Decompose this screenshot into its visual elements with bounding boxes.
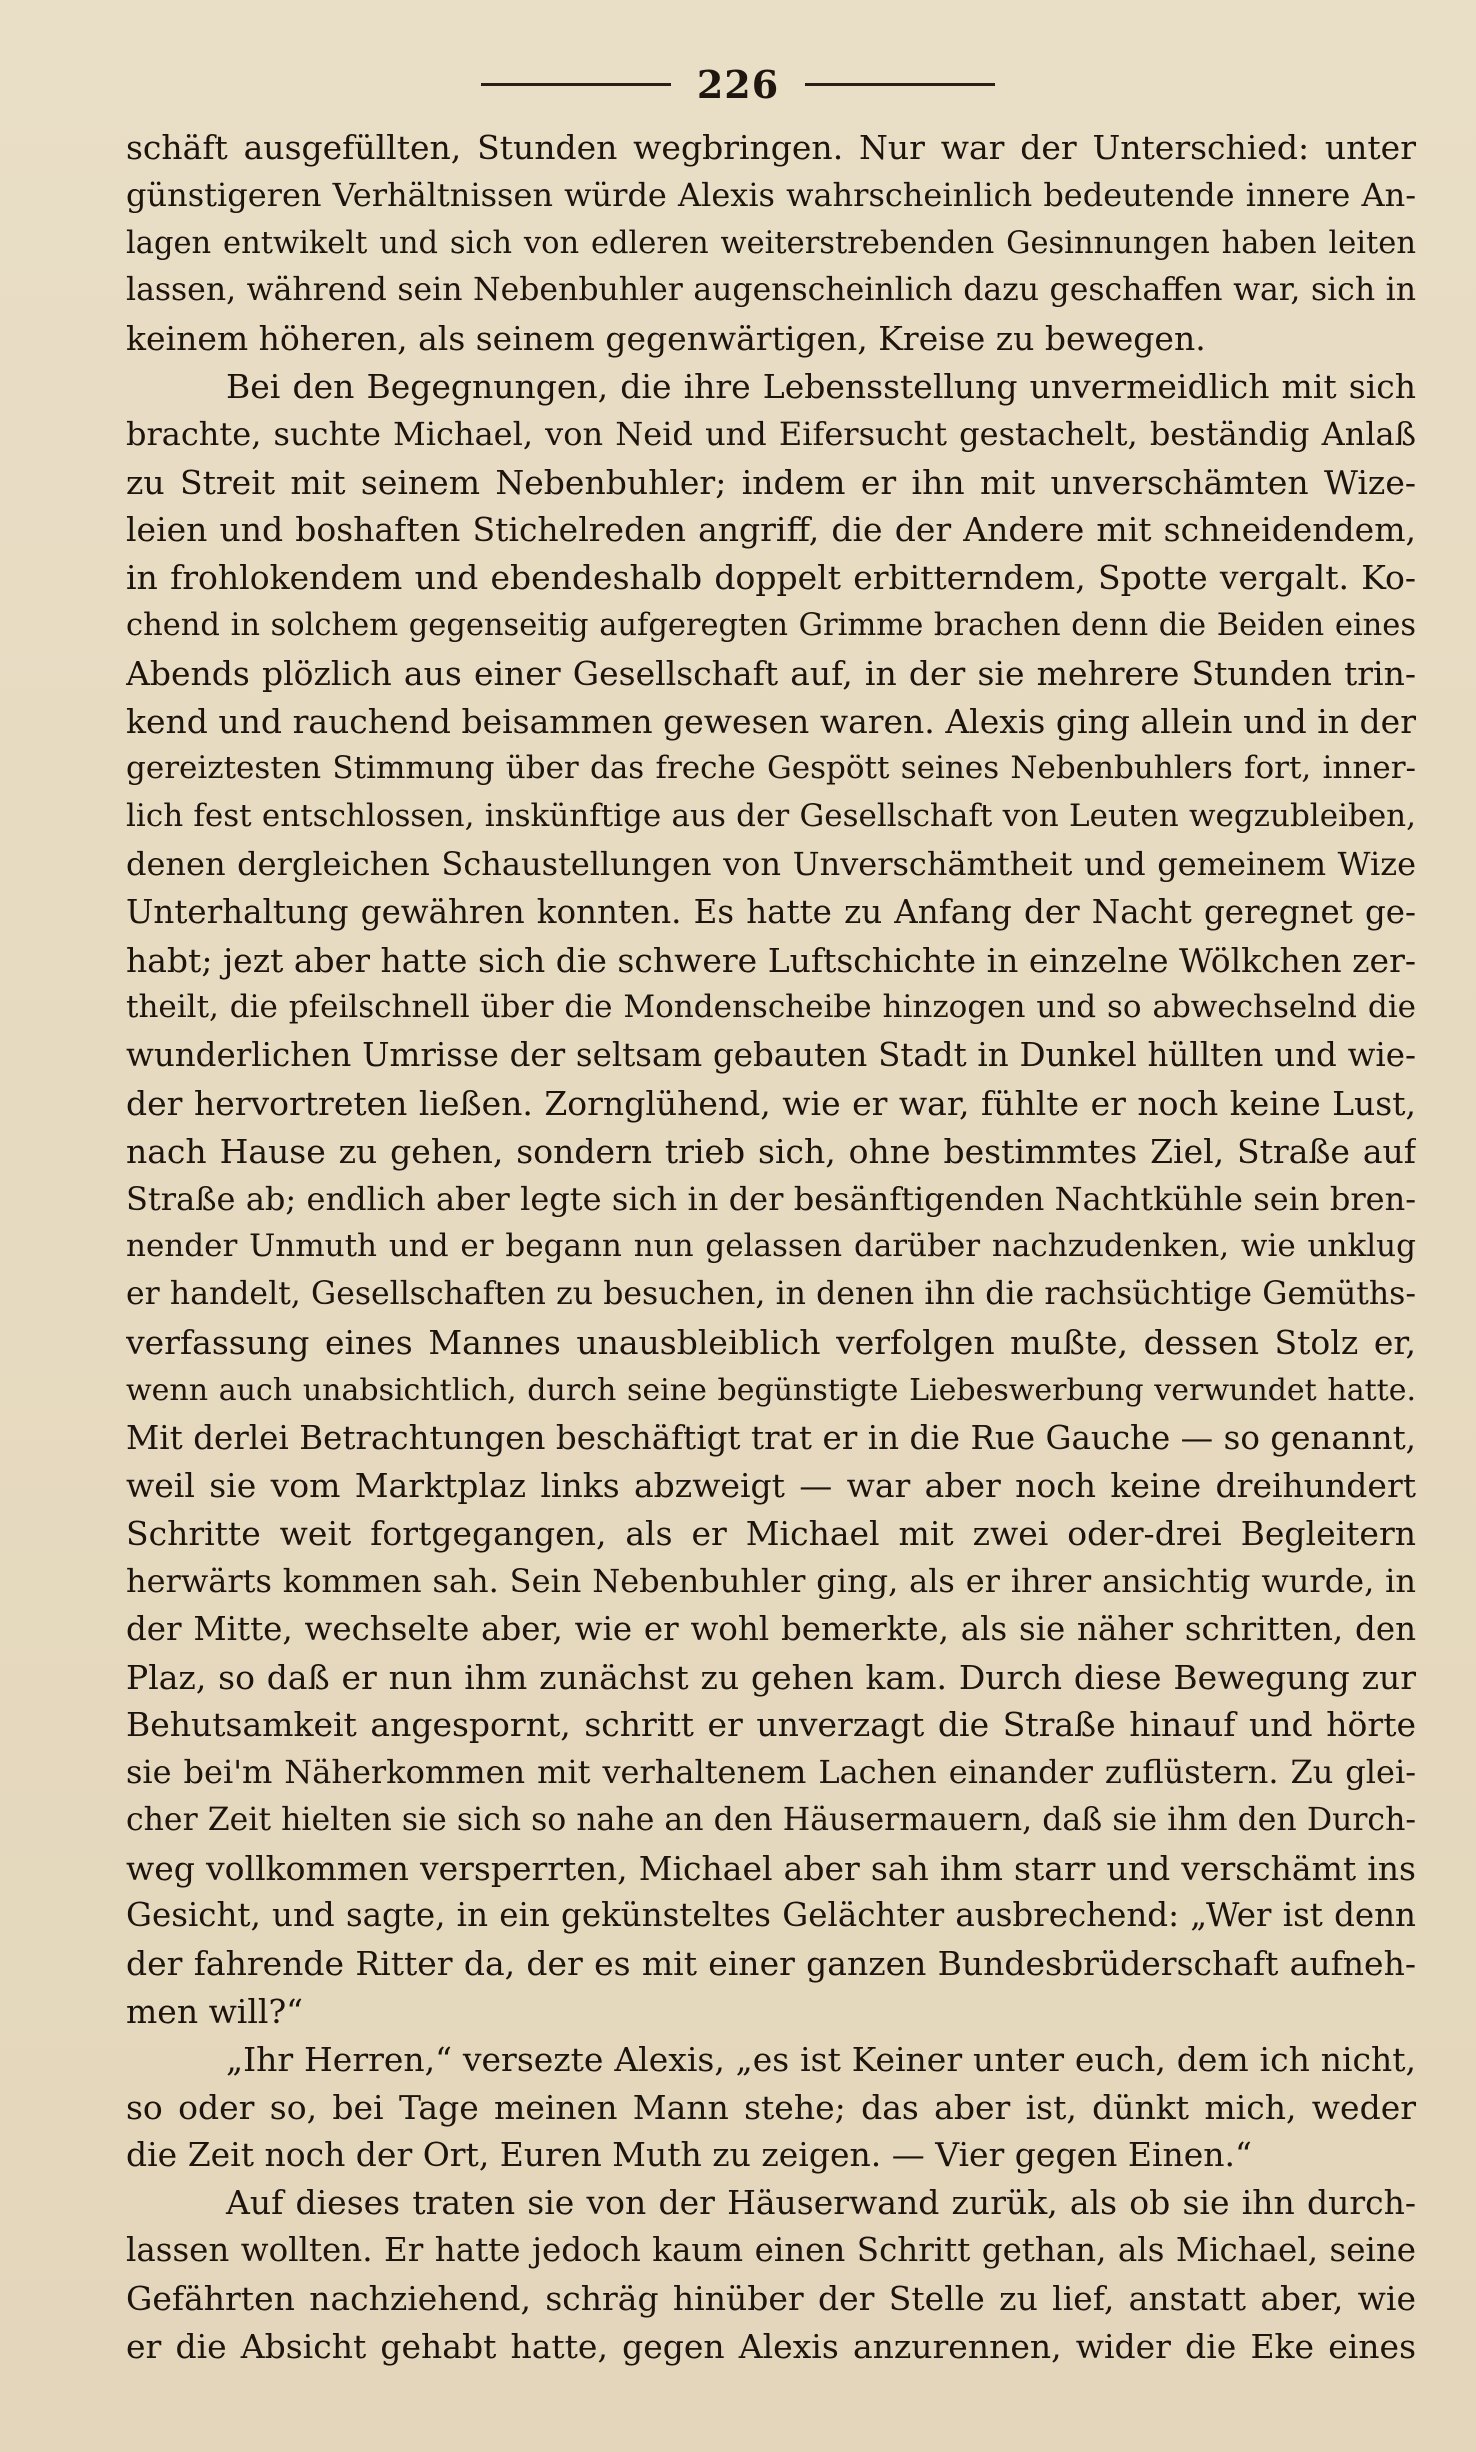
text-line: Straße ab; endlich aber legte sich in der besänftigenden Nachtkühle sein bren- [126,1179,1416,1218]
text-line: so oder so, bei Tage meinen Mann stehe; das aber ist, dünkt mich, weder [126,2087,1416,2127]
header-rule-right [805,83,995,86]
text-line: lich fest entschlossen, inskünftige aus der Gesellschaft von Leuten wegzubleiben, [126,798,1416,835]
text-line: leien und boshaften Stichelreden angriff, die der Andere mit schneidendem, [126,510,1416,550]
body-text [126,124,1416,2370]
text-line: Gefährten nachziehend, schräg hinüber der Stelle zu lief, anstatt aber, wie [126,2278,1416,2318]
text-line: weil sie vom Marktplaz links abzweigt — war aber noch keine dreihundert [126,1466,1416,1506]
text-line: theilt, die pfeilschnell über die Mondenscheibe hinzogen und so abwechselnd die [126,989,1416,1026]
text-line: nach Hause zu gehen, sondern trieb sich, ohne bestimmtes Ziel, Straße auf [126,1131,1416,1171]
text-line: Gesicht, und sagte, in ein gekünsteltes Gelächter ausbrechend: „Wer ist denn [126,1896,1416,1935]
text-line: Mit derlei Betrachtungen beschäftigt trat er in die Rue Gauche — so genannt, [126,1418,1416,1457]
text-line: denen dergleichen Schaustellungen von Unverschämtheit und gemeinem Wize [126,844,1416,883]
page-number: 226 [696,61,780,107]
text-line: Bei den Begegnungen, die ihre Lebensstellung unvermeidlich mit sich [226,366,1416,406]
text-line: günstigeren Verhältnissen würde Alexis wahrscheinlich bedeutende innere An- [126,175,1416,214]
text-line: Schritte weit fortgegangen, als er Michael mit zwei oder-drei Begleitern [126,1514,1416,1554]
header-rule-left [481,83,671,86]
text-line: der Mitte, wechselte aber, wie er wohl bemerkte, als sie näher schritten, den [126,1609,1416,1648]
text-line: er die Absicht gehabt hatte, gegen Alexis anzurennen, wider die Eke eines [126,2326,1416,2366]
text-line: Auf dieses traten sie von der Häuserwand zurük, als ob sie ihn durch- [226,2183,1416,2223]
text-line: chend in solchem gegenseitig aufgeregten Grimme brachen denn die Beiden eines [126,607,1416,643]
text-line: der hervortreten ließen. Zornglühend, wie er war, fühlte er noch keine Lust, [126,1083,1416,1123]
text-line: wenn auch unabsichtlich, durch seine begünstigte Liebeswerbung verwundet hatte. [126,1372,1416,1408]
text-line: nender Unmuth und er begann nun gelassen darüber nachzudenken, wie unklug [126,1228,1416,1265]
text-line: cher Zeit hielten sie sich so nahe an den Häusermauern, daß sie ihm den Durch- [126,1801,1416,1838]
text-line: „Ihr Herren,“ versezte Alexis, „es ist Keiner unter euch, dem ich nicht, [226,2039,1416,2079]
text-line: der fahrende Ritter da, der es mit einer ganzen Bundesbrüderschaft aufneh- [126,1944,1416,1984]
text-line: kend und rauchend beisammen gewesen waren. Alexis ging allein und in der [126,701,1416,741]
text-line: er handelt, Gesellschaften zu besuchen, in denen ihn die rachsüchtige Gemüths- [126,1276,1416,1313]
text-line: die Zeit noch der Ort, Euren Muth zu zeigen. — Vier gegen Einen.“ [126,2135,1252,2175]
text-line: lassen wollten. Er hatte jedoch kaum einen Schritt gethan, als Michael, seine [126,2231,1416,2270]
text-line: brachte, suchte Michael, von Neid und Eifersucht gestachelt, beständig Anlaß [126,414,1416,453]
text-line: in frohlokendem und ebendeshalb doppelt erbitterndem, Spotte vergalt. Ko- [126,558,1416,598]
text-line: weg vollkommen versperrten, Michael aber sah ihm starr und verschämt ins [126,1848,1416,1888]
text-line: Behutsamkeit angespornt, schritt er unverzagt die Straße hinauf und hörte [126,1705,1416,1745]
text-line: verfassung eines Mannes unausbleiblich verfolgen mußte, dessen Stolz er, [126,1322,1416,1362]
text-line: keinem höheren, als seinem gegenwärtigen, Kreise zu bewegen. [126,319,1206,359]
text-line: sie bei'm Näherkommen mit verhaltenem Lachen einander zuflüstern. Zu glei- [126,1753,1416,1792]
text-line: schäft ausgefüllten, Stunden wegbringen. Nur war der Unterschied: unter [126,128,1416,167]
text-line: gereiztesten Stimmung über das freche Gespött seines Nebenbuhlers fort, inner- [126,750,1416,787]
text-line: Unterhaltung gewähren konnten. Es hatte zu Anfang der Nacht geregnet ge- [126,892,1416,931]
text-line: habt; jezt aber hatte sich die schwere Luftschichte in einzelne Wölkchen zer- [126,940,1416,980]
text-line: Plaz, so daß er nun ihm zunächst zu gehen kam. Durch diese Bewegung zur [126,1657,1416,1697]
text-line: herwärts kommen sah. Sein Nebenbuhler ging, als er ihrer ansichtig wurde, in [126,1561,1416,1600]
text-line: Abends plözlich aus einer Gesellschaft auf, in der sie mehrere Stunden trin- [126,653,1416,693]
text-line: lagen entwikelt und sich von edleren weiterstrebenden Gesinnungen haben leiten [126,225,1416,261]
text-line: men will?“ [126,1992,304,2032]
text-line: wunderlichen Umrisse der seltsam gebauten Stadt in Dunkel hüllten und wie- [126,1036,1416,1075]
text-line: zu Streit mit seinem Nebenbuhler; indem er ihn mit unverschämten Wize- [126,462,1416,502]
page-header [0,62,1476,106]
text-line: lassen, während sein Nebenbuhler augenscheinlich dazu geschaffen war, sich in [126,272,1416,309]
